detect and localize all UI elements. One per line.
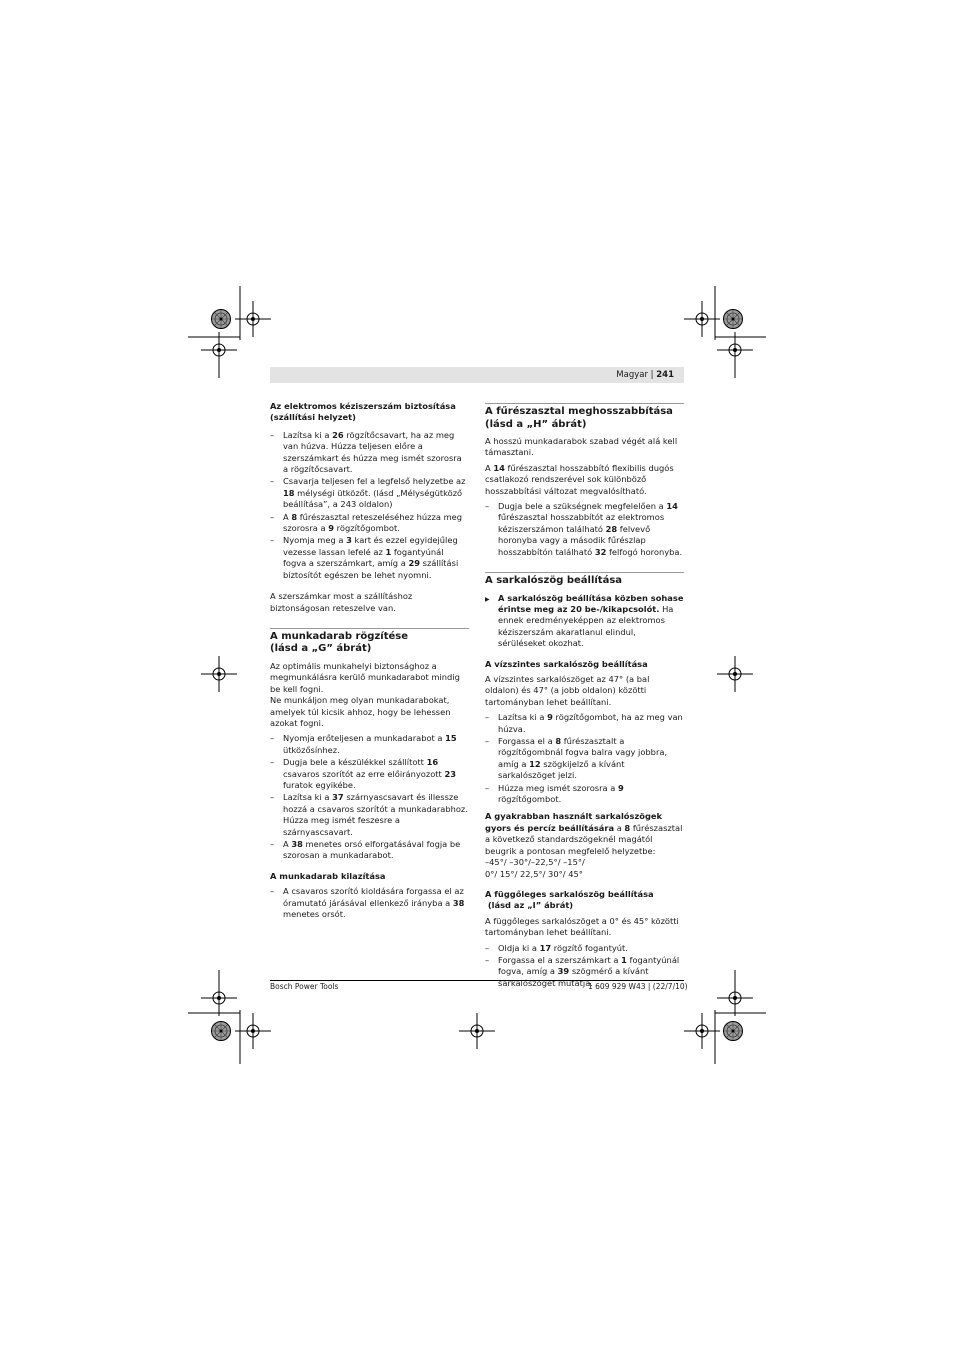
transport-steps [270,430,469,581]
page-header-bar [270,367,684,383]
quick-angles-paragraph: A gyakrabban használt sarkalószögek gyors és percíz beállítására a 8 fűrészasztal a következő standardszögeknél magától beugrik a pontosan megfelelő helyzetbe: [485,811,683,856]
list-item: – Húzza meg ismét szorosra a 9 rögzítőgombot. [485,783,684,806]
list-item: – Forgassa el a szerszámkart a 1 fogantyúnál fogva, amíg a 39 szögmérő a kívánt sarkalószöget mutatja. [485,955,684,989]
list-item: – Forgassa el a 8 fűrészasztalt a rögzítőgombnál fogva balra vagy jobbra, amíg a 12 szögkijelző a kívánt sarkalószöget jelzi. [485,736,684,782]
list-item: – Csavarja teljesen fel a legfelső helyzetbe az 18 mélységi ütközőt. (lásd „Mélységütköző beállítása”, a 243 oldalon) [270,476,469,510]
list-item: – A csavaros szorító kioldására forgassa el az óramutató járásával ellenkező irányba a 38 menetes orsót. [270,886,469,920]
page-number: 241 [656,370,674,380]
extension-paragraph-2: A 14 fűrészasztal hosszabbító flexibilis dugós csatlakozó rendszerével sok különböző hosszabbítási változat megvalósítható. [485,462,674,496]
miter-warning [485,593,684,650]
footer-rule [270,980,684,981]
vertical-angle-title: A függőleges sarkalószög beállítása (lásd az „I” ábrát) [485,888,654,911]
vertical-angle-paragraph: A függőleges sarkalószöget a 0° és 45° közötti tartományban lehet beállítani. [485,915,679,938]
extension-section-title: A fűrészasztal meghosszabbítása (lásd a „H” ábrát) [485,403,684,431]
footer-doc-code: 1 609 929 W43 | (22/7/10) [588,982,688,991]
release-section-title: A munkadarab kilazítása [270,870,386,881]
clamp-section-title: A munkadarab rögzítése (lásd a „G” ábrát) [270,628,469,656]
transport-section-title: Az elektromos kéziszerszám biztosítása (szállítási helyzet) [270,401,456,423]
horizontal-angle-paragraph: A vízszintes sarkalószöget az 47° (a bal oldalon) és 47° (a jobb oldalon) közötti tartományban lehet beállítani. [485,674,650,707]
list-item: – Lazítsa ki a 26 rögzítőcsavart, ha az meg van húzva. Húzza teljesen előre a szerszámkart és húzza meg ismét szorosra a rögzítőcsavart. [270,430,469,476]
clamp-paragraph-1: Az optimális munkahelyi biztonsághoz a megmunkálásra kerülő munkadarabot mindig be kell fogni. [270,660,460,694]
list-item: – Oldja ki a 17 rögzítő fogantyút. [485,943,684,954]
list-item: – Nyomja meg a 3 kart és ezzel egyidejűleg vezesse lassan lefelé az 1 fogantyúnál fogva a szerszámkart, amíg a 29 szállítási biztosítót egészen be lehet nyomni. [270,535,469,581]
miter-section-title: A sarkalószög beállítása [485,572,684,588]
quick-angles-values-1: –45°/ –30°/–22,5°/ –15°/ [485,857,585,868]
list-item: – Lazítsa ki a 9 rögzítőgombot, ha az meg van húzva. [485,712,684,735]
list-item: – A 38 menetes orsó elforgatásával fogja be szorosan a munkadarabot. [270,839,469,862]
header-separator: | [650,370,654,380]
list-item: – A 8 fűrészasztal reteszeléséhez húzza meg szorosra a 9 rögzítőgombot. [270,512,469,535]
page-header [616,369,674,381]
warning-item: ▶ A sarkalószög beállítása közben sohase érintse meg az 20 be-/kikapcsolót. Ha ennek eredményeképpen az elektromos kéziszerszám akaratlanul elindul, sérüléseket okozhat. [485,593,684,650]
header-language: Magyar [616,370,648,380]
left-column [270,399,469,926]
clamp-steps [270,733,469,861]
quick-angles-values-2: 0°/ 15°/ 22,5°/ 30°/ 45° [485,868,583,879]
extension-steps [485,501,684,558]
release-steps [270,886,469,920]
list-item: – Dugja bele a szükségnek megfelelően a 14 fűrészasztal hosszabbítót az elektromos kéziszerszámon található 28 felvevő horonyba vagy a második fűrészlap hosszabbítón található 32 felfogó horonyba. [485,501,684,558]
clamp-paragraph-2: Ne munkáljon meg olyan munkadarabokat, amelyek túl kicsik ahhoz, hogy be lehessen azokat fogni. [270,695,451,728]
horizontal-angle-steps [485,712,684,805]
list-item: – Dugja bele a készülékkel szállított 16 csavaros szorítót az erre előirányozott 23 furatok egyikébe. [270,757,469,791]
list-item: – Lazítsa ki a 37 szárnyascsavart és illessze hozzá a csavaros szorítót a munkadarabhoz. Húzza meg ismét feszesre a szárnyascsavart. [270,792,469,838]
horizontal-angle-title: A vízszintes sarkalószög beállítása [485,658,648,669]
right-column [485,399,684,995]
footer-brand: Bosch Power Tools [270,982,339,991]
extension-paragraph-1: A hosszú munkadarabok szabad végét alá kell támasztani. [485,436,678,458]
list-item: – Nyomja erőteljesen a munkadarabot a 15 ütközősínhez. [270,733,469,756]
transport-note: A szerszámkar most a szállításhoz biztonságosan reteszelve van. [270,591,413,613]
